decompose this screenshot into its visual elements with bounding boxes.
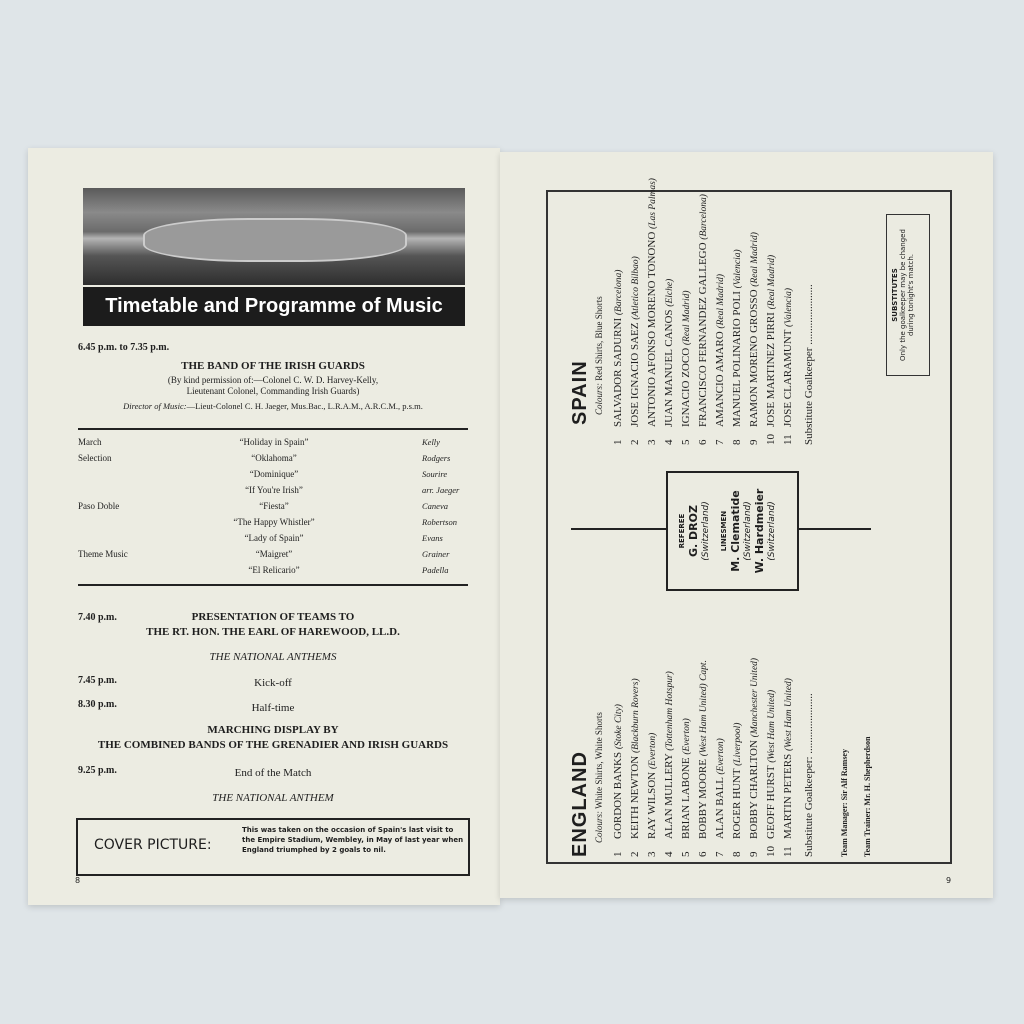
music-row: [78, 469, 470, 483]
player-name: BRIAN LABONE: [680, 757, 692, 839]
player-list: [612, 627, 799, 857]
team-sheet-rotated: [547, 178, 951, 863]
player-row: [629, 195, 646, 445]
player-club: (Valencia): [784, 287, 794, 327]
player-club: (Las Palmas): [648, 178, 658, 229]
music-title: “Holiday in Spain”: [239, 437, 309, 447]
player-row: [646, 627, 663, 857]
kickoff: Kick-off: [254, 677, 292, 689]
music-composer: Rodgers: [422, 453, 451, 463]
player-club: (Everton): [648, 732, 658, 770]
player-row: [748, 195, 765, 445]
player-row: [697, 195, 714, 445]
referee-country: (Switzerland): [701, 501, 711, 561]
music-row: [78, 565, 470, 579]
end-of-match: End of the Match: [234, 767, 312, 779]
player-number: 2: [629, 851, 641, 857]
music-composer: arr. Jaeger: [422, 485, 460, 495]
officials-box: [666, 471, 799, 591]
player-row: [782, 627, 799, 857]
player-name: JOSE IGNACIO SAEZ: [629, 322, 641, 427]
player-name: GEOFF HURST: [765, 765, 777, 839]
music-type: Selection: [78, 453, 112, 463]
player-number: 9: [748, 851, 760, 857]
music-composer: Kelly: [422, 437, 440, 447]
colours-label: Colours:: [594, 810, 604, 843]
music-composer: Sourire: [422, 469, 448, 479]
music-type: Paso Doble: [78, 501, 120, 511]
time-label: 9.25 p.m.: [78, 765, 117, 776]
player-club: (West Ham United) Capt.: [699, 660, 709, 757]
team-trainer: Team Trainer: Mr. H. Shepherdson: [863, 736, 872, 857]
player-club: (Everton): [682, 718, 692, 755]
referee-name: G. DROZ: [687, 505, 700, 557]
substitutes-text: Only the goalkeeper may be changed during tonight's match.: [899, 229, 915, 361]
player-club: (Blackburn Rovers): [631, 678, 641, 754]
player-row: [765, 195, 782, 445]
divider: [78, 428, 468, 430]
player-name: AMANCIO AMARO: [714, 331, 726, 427]
permission-line: (By kind permission of:—Colonel C. W. D. Harvey-Kelly,: [167, 375, 379, 385]
player-row: [714, 195, 731, 445]
player-number: 11: [782, 846, 794, 857]
music-composer: Grainer: [422, 549, 450, 559]
player-name: KEITH NEWTON: [629, 755, 641, 839]
music-row: [78, 501, 470, 515]
player-club: (West Ham United): [767, 689, 777, 763]
player-list: [612, 178, 799, 445]
player-club: (Barcelona): [699, 194, 709, 240]
player-row: [765, 627, 782, 857]
cover-label: COVER PICTURE:: [94, 837, 212, 853]
time-label: 6.45 p.m. to 7.35 p.m.: [78, 342, 170, 353]
colours-value: White Shirts, White Shorts: [594, 712, 604, 809]
player-number: 7: [714, 851, 726, 857]
player-number: 9: [748, 439, 760, 445]
player-row: [612, 195, 629, 445]
player-club: (Real Madrid): [767, 254, 777, 310]
stadium-photo: [83, 188, 465, 285]
page-number: 9: [946, 876, 952, 885]
player-number: 10: [765, 434, 777, 445]
player-name: BOBBY MOORE: [697, 759, 709, 839]
player-name: IGNACIO ZOCO: [680, 347, 692, 427]
player-row: [748, 627, 765, 857]
player-club: (Manchester United): [750, 657, 760, 738]
linesman-name: W. Hardmeier: [753, 488, 766, 574]
player-row: [663, 195, 680, 445]
music-title: “El Relicario”: [248, 565, 300, 575]
music-composer: Padella: [422, 565, 449, 575]
player-name: ANTONIO AFONSO MORENO TONONO: [646, 231, 658, 427]
music-title: “Lady of Spain”: [244, 533, 304, 543]
player-row: [731, 627, 748, 857]
display-line: THE COMBINED BANDS OF THE GRENADIER AND IRISH GUARDS: [97, 739, 449, 751]
music-composer: Robertson: [422, 517, 457, 527]
player-name: SALVADOR SADURNI: [612, 317, 624, 427]
permission-line: Lieutenant Colonel, Commanding Irish Guards): [186, 386, 360, 396]
player-club: (West Ham United): [784, 678, 794, 752]
presentation-line: THE RT. HON. THE EARL OF HAREWOOD, LL.D.: [146, 626, 400, 638]
director-label: Director of Music:: [123, 401, 187, 411]
music-title: “Maigret”: [255, 549, 293, 559]
music-type: March: [78, 437, 102, 447]
page-number: 8: [75, 876, 81, 885]
music-title: “Fiesta”: [259, 501, 289, 511]
player-club: (Barcelona): [614, 269, 624, 316]
music-row: [78, 437, 470, 451]
player-number: 11: [782, 434, 794, 445]
music-title: “The Happy Whistler”: [233, 517, 315, 527]
player-number: 2: [629, 439, 641, 445]
player-club: (Valencia): [733, 249, 743, 289]
presentation-line: PRESENTATION OF TEAMS TO: [191, 611, 355, 623]
player-name: RAY WILSON: [646, 771, 658, 839]
player-number: 1: [612, 851, 624, 857]
divider: [78, 584, 468, 586]
linesman-country: (Switzerland): [767, 501, 777, 561]
player-row: [680, 195, 697, 445]
player-number: 4: [663, 851, 675, 857]
player-club: (Everton): [716, 738, 726, 775]
player-row: [663, 627, 680, 857]
player-name: GORDON BANKS: [612, 751, 624, 839]
band-heading: THE BAND OF THE IRISH GUARDS: [181, 360, 365, 372]
player-name: ALAN MULLERY: [663, 753, 675, 839]
linesman-country: (Switzerland): [743, 501, 753, 561]
team-colours: [594, 195, 604, 415]
substitutes-box: [886, 214, 930, 376]
national-anthem: THE NATIONAL ANTHEM: [212, 792, 334, 804]
music-composer: Caneva: [422, 501, 448, 511]
music-row: [78, 485, 470, 499]
player-number: 1: [612, 439, 624, 445]
player-number: 5: [680, 439, 692, 445]
music-type: Theme Music: [78, 549, 128, 559]
music-title: “If You're Irish”: [245, 485, 303, 495]
colours-label: Colours:: [594, 382, 604, 415]
linesman-name: M. Clematide: [729, 490, 742, 572]
player-number: 8: [731, 851, 743, 857]
player-row: [714, 627, 731, 857]
substitutes-title: SUBSTITUTES: [891, 268, 899, 322]
player-name: BOBBY CHARLTON: [748, 740, 760, 839]
player-row: [646, 178, 663, 445]
cover-picture-box: [76, 818, 470, 876]
music-row: [78, 549, 470, 563]
player-name: MARTIN PETERS: [782, 753, 794, 839]
player-name: RAMON MORENO GROSSO: [748, 289, 760, 427]
director-name: —Lieut-Colonel C. H. Jaeger, Mus.Bac., L.R.A.M., A.R.C.M., p.s.m.: [186, 401, 423, 411]
time-label: 7.40 p.m.: [78, 612, 117, 623]
player-club: (Real Madrid): [716, 273, 726, 329]
player-row: [782, 195, 799, 445]
player-number: 6: [697, 851, 709, 857]
referee-label: REFEREE: [678, 513, 686, 549]
player-number: 3: [646, 851, 658, 857]
player-club: (Real Madrid): [750, 232, 760, 287]
player-number: 7: [714, 439, 726, 445]
page-title: Timetable and Programme of Music: [83, 287, 465, 326]
player-number: 5: [680, 851, 692, 857]
player-club: (Elche): [665, 278, 675, 307]
england-team: [569, 627, 872, 857]
team-colours: [594, 627, 604, 843]
player-number: 4: [663, 439, 675, 445]
player-name: FRANCISCO FERNANDEZ GALLEGO: [697, 242, 709, 427]
colours-value: Red Shirts, Blue Shorts: [594, 296, 604, 381]
display-line: MARCHING DISPLAY BY: [207, 724, 339, 736]
player-number: 3: [646, 439, 658, 445]
player-club: (Stoke City): [614, 704, 624, 750]
music-row: [78, 533, 470, 547]
music-title: “Oklahoma”: [251, 453, 297, 463]
player-number: 8: [731, 439, 743, 445]
player-row: [612, 627, 629, 857]
time-label: 7.45 p.m.: [78, 675, 117, 686]
music-composer: Evans: [422, 533, 443, 543]
player-row: [697, 627, 714, 857]
linesmen-label: LINESMEN: [720, 510, 728, 552]
team-sheet-frame: [546, 178, 952, 864]
player-name: JOSE CLARAMUNT: [782, 329, 794, 427]
team-name: SPAIN: [569, 360, 591, 425]
player-club: (Liverpool): [733, 722, 743, 766]
substitute-goalkeeper: Substitute Goalkeeper ......................: [803, 284, 815, 445]
anthems: THE NATIONAL ANTHEMS: [209, 651, 337, 663]
player-number: 10: [765, 846, 777, 857]
director-line: [78, 401, 468, 411]
player-row: [629, 627, 646, 857]
team-name: ENGLAND: [569, 751, 591, 857]
player-name: JOSE MARTINEZ PIRRI: [765, 312, 777, 427]
player-row: [680, 627, 697, 857]
music-title: “Dominique”: [249, 469, 299, 479]
music-row: [78, 517, 470, 531]
substitute-goalkeeper: Substitute Goalkeeper: ......................: [803, 693, 815, 857]
player-club: (Real Madrid): [682, 290, 692, 346]
player-club: (Atletico Bilbao): [631, 256, 641, 320]
team-manager: Team Manager: Sir Alf Ramsey: [840, 749, 849, 857]
player-row: [731, 195, 748, 445]
player-club: (Tottenham Hotspur): [665, 671, 675, 751]
spain-team: [569, 178, 820, 445]
halftime: Half-time: [251, 702, 295, 714]
time-label: 8.30 p.m.: [78, 699, 117, 710]
right-page: [500, 152, 993, 898]
player-name: MANUEL POLINARIO POLI: [731, 291, 743, 427]
player-name: ALAN BALL: [714, 777, 726, 839]
music-row: [78, 453, 470, 467]
player-name: ROGER HUNT: [731, 768, 743, 839]
left-page: [28, 148, 500, 905]
cover-text: This was taken on the occasion of Spain's last visit to the Empire Stadium, Wembley, in May of last year when England triumphed by 2 goals to nil.: [242, 826, 464, 854]
player-name: JUAN MANUEL CANOS: [663, 309, 675, 427]
player-number: 6: [697, 439, 709, 445]
